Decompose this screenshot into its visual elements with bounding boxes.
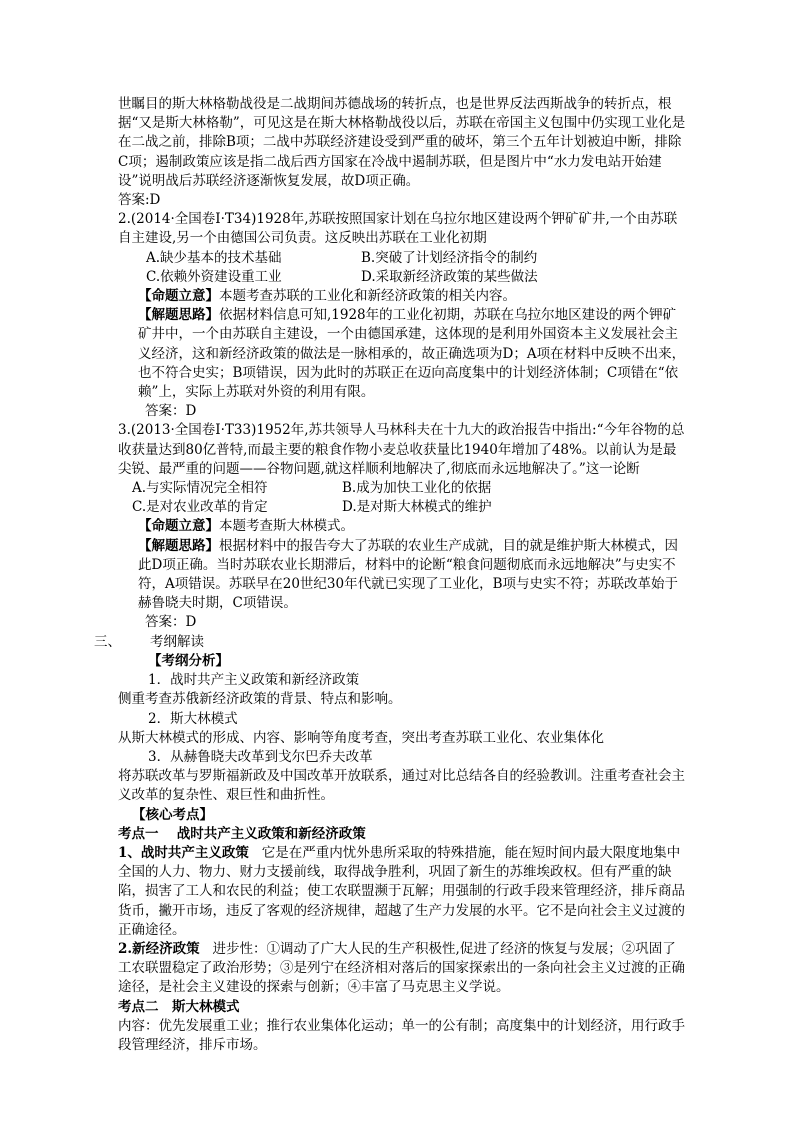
q3-intent: 【命题立意】本题考查斯大林模式。 xyxy=(138,518,354,535)
kp1-s2-label: 2.新经济政策 xyxy=(118,940,200,957)
core-points-label: 【核心考点】 xyxy=(132,806,213,823)
question-2-stem: 2.(2014·全国卷Ⅰ·T34)1928年,苏联按照国家计划在乌拉尔地区建设两个钾矿矿井,一个由苏联自主建设,另一个由德国公司负责。这反映出苏联在工业化初期 xyxy=(118,211,678,247)
paragraph-analysis-q1: 世瞩目的斯大林格勒战役是二战期间苏德战场的转折点，也是世界反法西斯战争的转折点，根据“又是斯大林格勒”，可见这是在斯大林格勒战役以后，苏联在帝国主义包围中仍实现工业化是在二战之前，排除B项；二战中苏联经济建设受到严重的破坏，第三个五年计划被迫中断，排除C项；遏制政策应该是指二战后西方国家在冷战中遏制苏联，但是图片中“水力发电站开始建设”说明战后苏联经济逐渐恢复发展，故D项正确。 xyxy=(118,96,686,189)
syllabus-analysis-label: 【考纲分析】 xyxy=(148,652,229,669)
q3-option-a: A.与实际情况完全相符 xyxy=(132,480,268,497)
q2-idea-label: 【解题思路】 xyxy=(138,307,219,324)
section-title: 考纲解读 xyxy=(150,633,204,650)
key-point-1-section-1: 1、战时共产主义政策 它是在严重内忧外患所采取的特殊措施，能在短时间内最大限度地集中全国的人力、物力、财力支援前线，取得战争胜利，巩固了新生的苏维埃政权。但有严重的缺陷，损害了工人和农民的利益；使工农联盟濒于瓦解；用强制的行政手段来管理经济，排斥商品货币，撇开市场，违反了客观的经济规律，超越了生产力发展的水平。它不是向社会主义过渡的正确途径。 xyxy=(118,844,685,938)
question-3-options xyxy=(118,479,688,517)
q2-option-d: D.采取新经济政策的某些做法 xyxy=(361,268,538,285)
q3-option-c: C.是对农业改革的肯定 xyxy=(132,499,268,516)
q3-idea-label: 【解题思路】 xyxy=(138,537,219,554)
syllabus-item-2: 2．斯大林模式 xyxy=(148,710,238,727)
q3-idea: 【解题思路】根据材料中的报告夸大了苏联的农业生产成就，目的就是维护斯大林模式，因此D项正确。当时苏联农业长期滞后，材料中的论断“粮食问题彻底而永远地解决”与史实不符，A项错误。苏联早在20世纪30年代就已实现了工业化，B项与史实不符；苏联改革始于赫鲁晓夫时期，C项错误。 xyxy=(138,537,679,612)
syllabus-item-2-desc: 从斯大林模式的形成、内容、影响等角度考查，突出考查苏联工业化、农业集体化 xyxy=(118,729,604,746)
q3-answer: 答案：D xyxy=(145,614,197,631)
q2-option-c: C.依赖外资建设重工业 xyxy=(146,268,282,285)
syllabus-item-1: 1．战时共产主义政策和新经济政策 xyxy=(148,672,360,689)
key-point-2-title: 考点二 斯大林模式 xyxy=(118,998,240,1015)
syllabus-item-3: 3．从赫鲁晓夫改革到戈尔巴乔夫改革 xyxy=(148,748,373,765)
kp1-s1-label: 1、战时共产主义政策 xyxy=(118,844,249,861)
q2-option-b: B.突破了计划经济指令的制约 xyxy=(361,249,538,266)
key-point-1-section-2: 2.新经济政策 进步性：①调动了广大人民的生产积极性,促进了经济的恢复与发展；②巩固了工农联盟稳定了政治形势；③是列宁在经济相对落后的国家探索出的一条向社会主义过渡的正确途径，是社会主义建设的探索与创新；④丰富了马克思主义学说。 xyxy=(118,940,685,996)
syllabus-item-1-desc: 侧重考查苏俄新经济政策的背景、特点和影响。 xyxy=(118,691,402,708)
answer-q1: 答案:D xyxy=(118,192,161,209)
section-3-heading xyxy=(94,633,688,652)
syllabus-item-3-desc: 将苏联改革与罗斯福新政及中国改革开放联系，通过对比总结各自的经验教训。注重考查社会主义改革的复杂性、艰巨性和曲折性。 xyxy=(118,768,685,804)
key-point-1-title: 考点一 战时共产主义政策和新经济政策 xyxy=(118,825,366,842)
question-3-stem: 3.(2013·全国卷Ⅰ·T33)1952年,苏共领导人马林科夫在十九大的政治报告中指出:“今年谷物的总收获量达到80亿普特,而最主要的粮食作物小麦总收获量比1940年增加了48%。以前认为是最尖锐、最严重的问题——谷物问题,就这样顺利地解决了,彻底而永远地解决了。”这一论断 xyxy=(118,422,685,477)
q2-intent-label: 【命题立意】 xyxy=(138,288,219,305)
q2-answer: 答案：D xyxy=(145,403,197,420)
question-2-options xyxy=(118,249,688,287)
section-number: 三、 xyxy=(94,633,121,650)
q2-idea: 【解题思路】依据材料信息可知,1928年的工业化初期，苏联在乌拉尔地区建设的两个钾矿矿井中，一个由苏联自主建设，一个由德国承建，这体现的是利用外国资本主义发展社会主义经济，这和新经济政策的做法是一脉相承的，故正确选项为D；A项在材料中反映不出来，也不符合史实；B项错误，因为此时的苏联正在迈向高度集中的计划经济体制；C项错在“依赖”上，实际上苏联对外资的利用有限。 xyxy=(138,307,686,401)
q3-intent-label: 【命题立意】 xyxy=(138,518,219,535)
q3-option-b: B.成为加快工业化的依据 xyxy=(342,480,492,497)
q2-intent: 【命题立意】本题考查苏联的工业化和新经济政策的相关内容。 xyxy=(138,288,516,305)
q3-option-d: D.是对斯大林模式的维护 xyxy=(342,499,492,516)
key-point-2-content: 内容：优先发展重工业；推行农业集体化运动；单一的公有制；高度集中的计划经济，用行政手段管理经济，排斥市场。 xyxy=(118,1017,685,1053)
q2-option-a: A.缺少基本的技术基础 xyxy=(146,249,282,266)
document-page xyxy=(94,95,688,1055)
